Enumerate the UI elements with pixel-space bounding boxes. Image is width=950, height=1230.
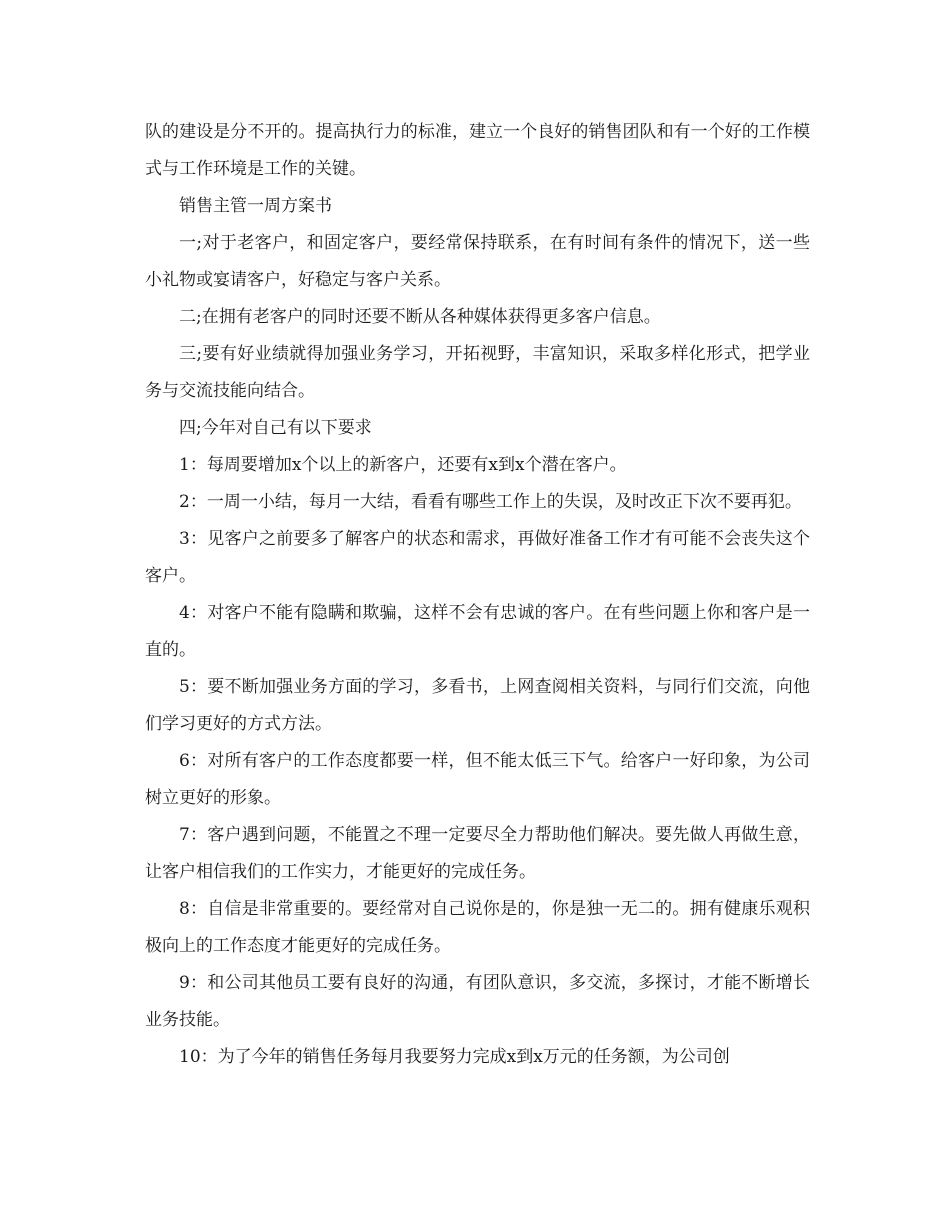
document-body (145, 114, 810, 1076)
requirement-10: 10：为了今年的销售任务每月我要努力完成x到x万元的任务额，为公司创 (179, 1047, 730, 1067)
section-title: 销售主管一周方案书 (179, 196, 332, 216)
paragraph-item-1: 一;对于老客户，和固定客户，要经常保持联系，在有时间有条件的情况下，送一些小礼物或宴请客户，好稳定与客户关系。 (145, 233, 810, 290)
requirement-5: 5：要不断加强业务方面的学习，多看书，上网查阅相关资料，与同行们交流，向他们学习更好的方式方法。 (145, 677, 810, 734)
requirement-8: 8：自信是非常重要的。要经常对自己说你是的，你是独一无二的。拥有健康乐观积极向上的工作态度才能更好的完成任务。 (145, 899, 810, 956)
paragraph-item-2: 二;在拥有老客户的同时还要不断从各种媒体获得更多客户信息。 (179, 307, 661, 327)
requirement-2: 2：一周一小结，每月一大结，看看有哪些工作上的失误，及时改正下次不要再犯。 (179, 492, 802, 512)
paragraph-item-4: 四;今年对自己有以下要求 (179, 418, 372, 438)
requirement-6: 6：对所有客户的工作态度都要一样，但不能太低三下气。给客户一好印象，为公司树立更好的形象。 (145, 751, 810, 808)
paragraph-item-3: 三;要有好业绩就得加强业务学习，开拓视野，丰富知识，采取多样化形式，把学业务与交流技能向结合。 (145, 344, 810, 401)
requirement-4: 4：对客户不能有隐瞒和欺骗，这样不会有忠诚的客户。在有些问题上你和客户是一直的。 (145, 603, 810, 660)
paragraph-continuation: 队的建设是分不开的。提高执行力的标准，建立一个良好的销售团队和有一个好的工作模式与工作环境是工作的关键。 (145, 122, 810, 179)
requirement-9: 9：和公司其他员工要有良好的沟通，有团队意识，多交流，多探讨，才能不断增长业务技能。 (145, 973, 810, 1030)
requirement-3: 3：见客户之前要多了解客户的状态和需求，再做好准备工作才有可能不会丧失这个客户。 (145, 529, 810, 586)
requirement-7: 7：客户遇到问题，不能置之不理一定要尽全力帮助他们解决。要先做人再做生意，让客户相信我们的工作实力，才能更好的完成任务。 (145, 825, 810, 882)
requirement-1: 1：每周要增加x个以上的新客户，还要有x到x个潜在客户。 (179, 455, 627, 475)
